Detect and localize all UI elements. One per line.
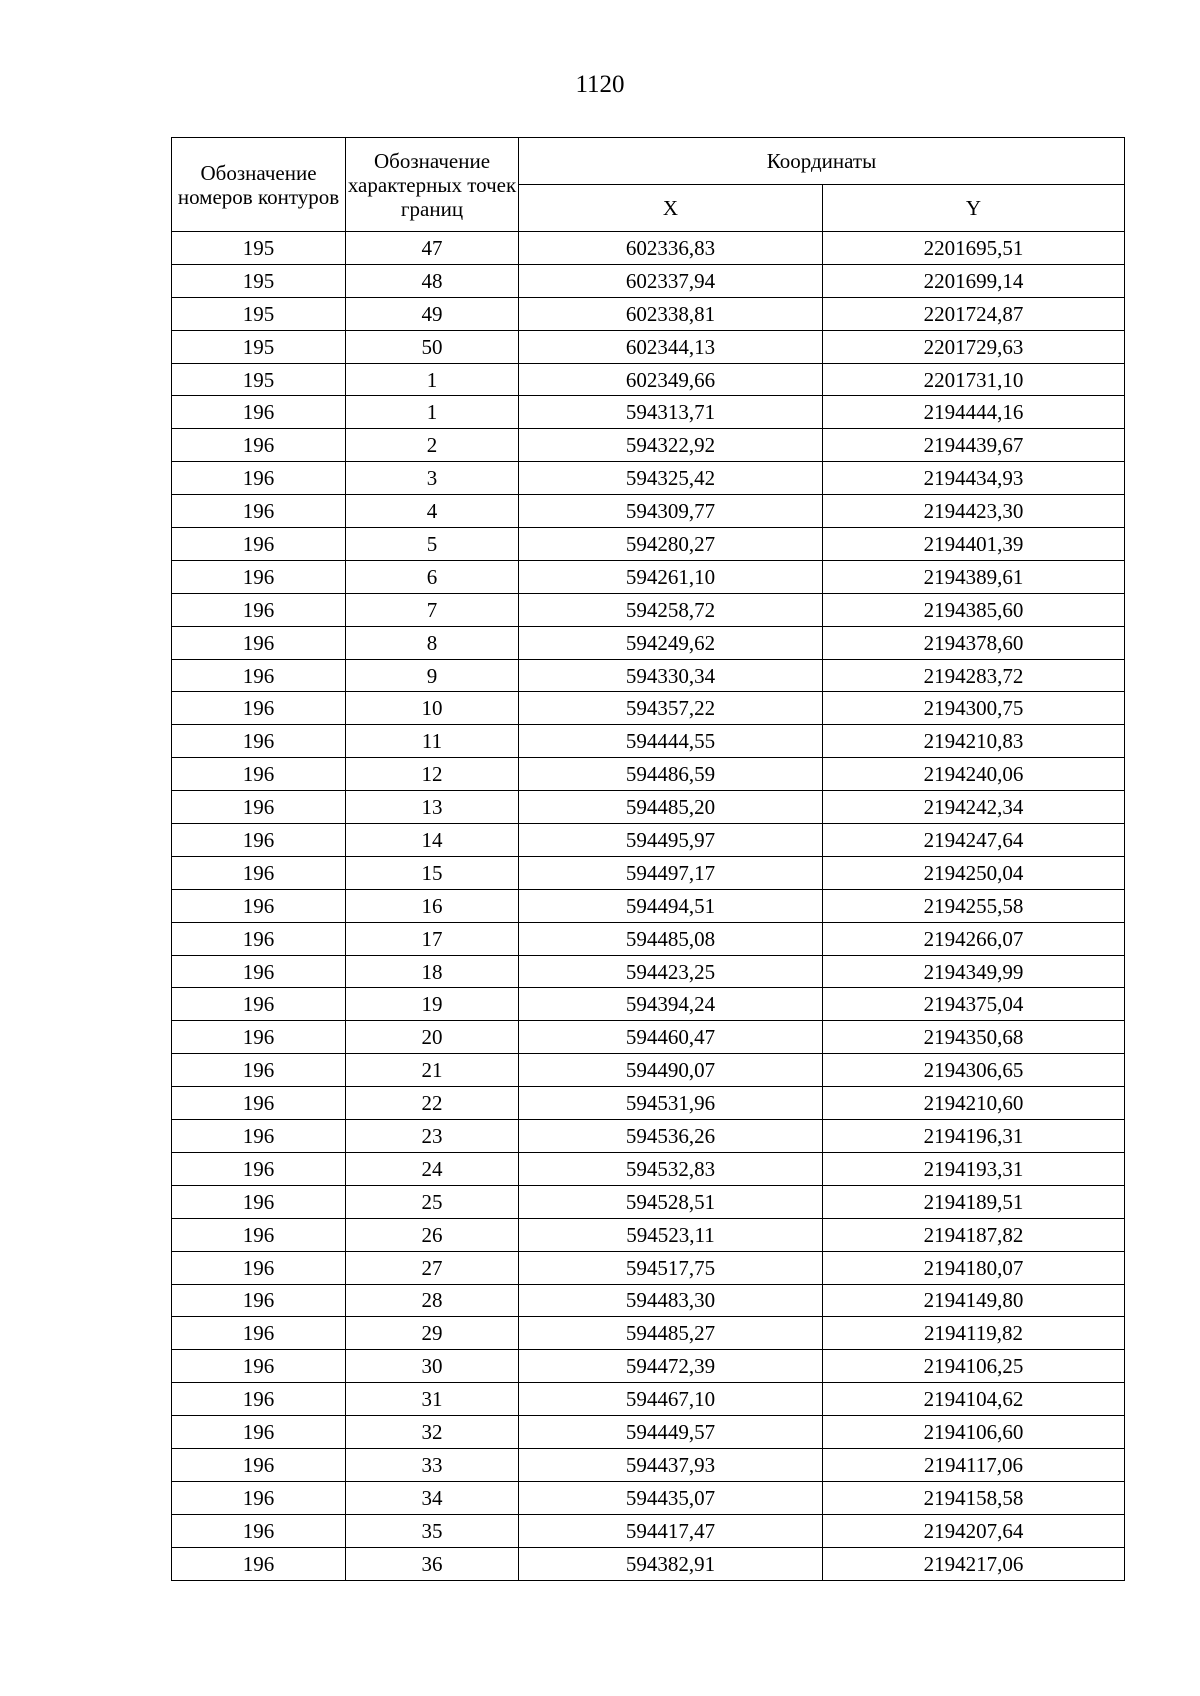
table-row <box>172 593 1125 626</box>
point-number-cell: 30 <box>346 1350 519 1383</box>
point-number-cell: 22 <box>346 1087 519 1120</box>
y-coordinate-cell: 2194423,30 <box>823 495 1125 528</box>
point-number-cell: 24 <box>346 1152 519 1185</box>
table-row <box>172 264 1125 297</box>
point-number-cell: 8 <box>346 626 519 659</box>
point-number-cell: 25 <box>346 1185 519 1218</box>
table-row <box>172 528 1125 561</box>
y-coordinate-cell: 2194187,82 <box>823 1218 1125 1251</box>
y-coordinate-cell: 2201729,63 <box>823 330 1125 363</box>
point-number-cell: 14 <box>346 824 519 857</box>
y-coordinate-cell: 2194349,99 <box>823 955 1125 988</box>
x-coordinate-cell: 594495,97 <box>519 824 823 857</box>
table-row <box>172 232 1125 265</box>
table-row <box>172 330 1125 363</box>
contour-number-cell: 196 <box>172 1448 346 1481</box>
x-coordinate-cell: 602344,13 <box>519 330 823 363</box>
contour-number-cell: 195 <box>172 363 346 396</box>
table-row <box>172 725 1125 758</box>
y-coordinate-cell: 2194217,06 <box>823 1547 1125 1580</box>
x-coordinate-cell: 594467,10 <box>519 1383 823 1416</box>
y-coordinate-cell: 2194104,62 <box>823 1383 1125 1416</box>
point-number-cell: 1 <box>346 396 519 429</box>
table-row <box>172 1152 1125 1185</box>
contour-number-cell: 196 <box>172 856 346 889</box>
point-number-cell: 20 <box>346 1021 519 1054</box>
contour-number-cell: 195 <box>172 264 346 297</box>
point-number-cell: 15 <box>346 856 519 889</box>
table-row <box>172 955 1125 988</box>
contour-number-cell: 196 <box>172 889 346 922</box>
header-contour-number: Обозначение номеров контуров <box>172 138 346 232</box>
y-coordinate-cell: 2194117,06 <box>823 1448 1125 1481</box>
point-number-cell: 35 <box>346 1514 519 1547</box>
point-number-cell: 7 <box>346 593 519 626</box>
contour-number-cell: 196 <box>172 1350 346 1383</box>
contour-number-cell: 196 <box>172 824 346 857</box>
x-coordinate-cell: 594249,62 <box>519 626 823 659</box>
table-row <box>172 1284 1125 1317</box>
contour-number-cell: 196 <box>172 1251 346 1284</box>
point-number-cell: 28 <box>346 1284 519 1317</box>
y-coordinate-cell: 2194207,64 <box>823 1514 1125 1547</box>
header-y: Y <box>823 185 1125 232</box>
table-row <box>172 1317 1125 1350</box>
point-number-cell: 31 <box>346 1383 519 1416</box>
point-number-cell: 33 <box>346 1448 519 1481</box>
x-coordinate-cell: 602336,83 <box>519 232 823 265</box>
table-row <box>172 363 1125 396</box>
point-number-cell: 10 <box>346 692 519 725</box>
contour-number-cell: 195 <box>172 330 346 363</box>
y-coordinate-cell: 2201724,87 <box>823 297 1125 330</box>
y-coordinate-cell: 2194306,65 <box>823 1054 1125 1087</box>
x-coordinate-cell: 594357,22 <box>519 692 823 725</box>
contour-number-cell: 196 <box>172 626 346 659</box>
y-coordinate-cell: 2194189,51 <box>823 1185 1125 1218</box>
table-row <box>172 1350 1125 1383</box>
contour-number-cell: 196 <box>172 528 346 561</box>
y-coordinate-cell: 2194378,60 <box>823 626 1125 659</box>
y-coordinate-cell: 2201731,10 <box>823 363 1125 396</box>
y-coordinate-cell: 2194158,58 <box>823 1481 1125 1514</box>
contour-number-cell: 196 <box>172 1152 346 1185</box>
header-x: X <box>519 185 823 232</box>
x-coordinate-cell: 594460,47 <box>519 1021 823 1054</box>
x-coordinate-cell: 594523,11 <box>519 1218 823 1251</box>
x-coordinate-cell: 594309,77 <box>519 495 823 528</box>
x-coordinate-cell: 602337,94 <box>519 264 823 297</box>
x-coordinate-cell: 594528,51 <box>519 1185 823 1218</box>
x-coordinate-cell: 594325,42 <box>519 462 823 495</box>
x-coordinate-cell: 594485,27 <box>519 1317 823 1350</box>
contour-number-cell: 196 <box>172 1185 346 1218</box>
table-row <box>172 1416 1125 1449</box>
point-number-cell: 4 <box>346 495 519 528</box>
contour-number-cell: 196 <box>172 1087 346 1120</box>
table-row <box>172 988 1125 1021</box>
y-coordinate-cell: 2201695,51 <box>823 232 1125 265</box>
y-coordinate-cell: 2194240,06 <box>823 758 1125 791</box>
table-row <box>172 495 1125 528</box>
page-number: 1120 <box>575 71 625 98</box>
header-coordinates: Координаты <box>519 138 1125 185</box>
table-row <box>172 1251 1125 1284</box>
table-row <box>172 824 1125 857</box>
x-coordinate-cell: 594483,30 <box>519 1284 823 1317</box>
y-coordinate-cell: 2194149,80 <box>823 1284 1125 1317</box>
y-coordinate-cell: 2194283,72 <box>823 659 1125 692</box>
x-coordinate-cell: 594423,25 <box>519 955 823 988</box>
y-coordinate-cell: 2194250,04 <box>823 856 1125 889</box>
point-number-cell: 29 <box>346 1317 519 1350</box>
contour-number-cell: 196 <box>172 1416 346 1449</box>
x-coordinate-cell: 594472,39 <box>519 1350 823 1383</box>
contour-number-cell: 196 <box>172 955 346 988</box>
table-row <box>172 1547 1125 1580</box>
x-coordinate-cell: 594449,57 <box>519 1416 823 1449</box>
x-coordinate-cell: 594490,07 <box>519 1054 823 1087</box>
table-row <box>172 1054 1125 1087</box>
point-number-cell: 6 <box>346 560 519 593</box>
table-row <box>172 922 1125 955</box>
point-number-cell: 36 <box>346 1547 519 1580</box>
point-number-cell: 18 <box>346 955 519 988</box>
y-coordinate-cell: 2194180,07 <box>823 1251 1125 1284</box>
x-coordinate-cell: 594517,75 <box>519 1251 823 1284</box>
x-coordinate-cell: 594261,10 <box>519 560 823 593</box>
x-coordinate-cell: 594444,55 <box>519 725 823 758</box>
table-row <box>172 856 1125 889</box>
table-row <box>172 1120 1125 1153</box>
contour-number-cell: 196 <box>172 1317 346 1350</box>
contour-number-cell: 196 <box>172 462 346 495</box>
y-coordinate-cell: 2194389,61 <box>823 560 1125 593</box>
y-coordinate-cell: 2194119,82 <box>823 1317 1125 1350</box>
y-coordinate-cell: 2194300,75 <box>823 692 1125 725</box>
x-coordinate-cell: 594435,07 <box>519 1481 823 1514</box>
point-number-cell: 12 <box>346 758 519 791</box>
table-row <box>172 297 1125 330</box>
contour-number-cell: 196 <box>172 1383 346 1416</box>
contour-number-cell: 195 <box>172 297 346 330</box>
y-coordinate-cell: 2194255,58 <box>823 889 1125 922</box>
point-number-cell: 47 <box>346 232 519 265</box>
x-coordinate-cell: 594494,51 <box>519 889 823 922</box>
contour-number-cell: 196 <box>172 1021 346 1054</box>
y-coordinate-cell: 2194210,60 <box>823 1087 1125 1120</box>
y-coordinate-cell: 2194196,31 <box>823 1120 1125 1153</box>
coordinates-table <box>171 137 1125 1581</box>
header-boundary-point: Обозначение характерных точек границ <box>346 138 519 232</box>
x-coordinate-cell: 594382,91 <box>519 1547 823 1580</box>
table-row <box>172 1021 1125 1054</box>
contour-number-cell: 196 <box>172 1054 346 1087</box>
point-number-cell: 34 <box>346 1481 519 1514</box>
x-coordinate-cell: 594280,27 <box>519 528 823 561</box>
contour-number-cell: 196 <box>172 429 346 462</box>
y-coordinate-cell: 2201699,14 <box>823 264 1125 297</box>
y-coordinate-cell: 2194193,31 <box>823 1152 1125 1185</box>
table-row <box>172 396 1125 429</box>
table-row <box>172 560 1125 593</box>
x-coordinate-cell: 602349,66 <box>519 363 823 396</box>
x-coordinate-cell: 594485,08 <box>519 922 823 955</box>
contour-number-cell: 196 <box>172 1514 346 1547</box>
contour-number-cell: 196 <box>172 1284 346 1317</box>
x-coordinate-cell: 594536,26 <box>519 1120 823 1153</box>
x-coordinate-cell: 594486,59 <box>519 758 823 791</box>
y-coordinate-cell: 2194210,83 <box>823 725 1125 758</box>
y-coordinate-cell: 2194247,64 <box>823 824 1125 857</box>
x-coordinate-cell: 594322,92 <box>519 429 823 462</box>
point-number-cell: 9 <box>346 659 519 692</box>
point-number-cell: 50 <box>346 330 519 363</box>
y-coordinate-cell: 2194385,60 <box>823 593 1125 626</box>
y-coordinate-cell: 2194439,67 <box>823 429 1125 462</box>
table-row <box>172 1087 1125 1120</box>
y-coordinate-cell: 2194350,68 <box>823 1021 1125 1054</box>
x-coordinate-cell: 594485,20 <box>519 791 823 824</box>
table-row <box>172 1514 1125 1547</box>
contour-number-cell: 196 <box>172 922 346 955</box>
point-number-cell: 49 <box>346 297 519 330</box>
y-coordinate-cell: 2194106,25 <box>823 1350 1125 1383</box>
contour-number-cell: 196 <box>172 1547 346 1580</box>
contour-number-cell: 196 <box>172 725 346 758</box>
contour-number-cell: 196 <box>172 692 346 725</box>
point-number-cell: 16 <box>346 889 519 922</box>
point-number-cell: 2 <box>346 429 519 462</box>
contour-number-cell: 196 <box>172 593 346 626</box>
y-coordinate-cell: 2194375,04 <box>823 988 1125 1021</box>
table-row <box>172 758 1125 791</box>
x-coordinate-cell: 602338,81 <box>519 297 823 330</box>
table-body <box>172 232 1125 1581</box>
table-header <box>172 138 1125 232</box>
x-coordinate-cell: 594330,34 <box>519 659 823 692</box>
table-row <box>172 692 1125 725</box>
y-coordinate-cell: 2194106,60 <box>823 1416 1125 1449</box>
table-row <box>172 791 1125 824</box>
point-number-cell: 23 <box>346 1120 519 1153</box>
x-coordinate-cell: 594258,72 <box>519 593 823 626</box>
point-number-cell: 32 <box>346 1416 519 1449</box>
point-number-cell: 26 <box>346 1218 519 1251</box>
contour-number-cell: 196 <box>172 1120 346 1153</box>
table-row <box>172 626 1125 659</box>
x-coordinate-cell: 594313,71 <box>519 396 823 429</box>
contour-number-cell: 196 <box>172 988 346 1021</box>
y-coordinate-cell: 2194434,93 <box>823 462 1125 495</box>
point-number-cell: 13 <box>346 791 519 824</box>
table-row <box>172 1185 1125 1218</box>
x-coordinate-cell: 594532,83 <box>519 1152 823 1185</box>
table-row <box>172 1218 1125 1251</box>
table-row <box>172 1481 1125 1514</box>
x-coordinate-cell: 594531,96 <box>519 1087 823 1120</box>
contour-number-cell: 196 <box>172 758 346 791</box>
y-coordinate-cell: 2194242,34 <box>823 791 1125 824</box>
table-row <box>172 889 1125 922</box>
contour-number-cell: 196 <box>172 495 346 528</box>
x-coordinate-cell: 594417,47 <box>519 1514 823 1547</box>
y-coordinate-cell: 2194266,07 <box>823 922 1125 955</box>
point-number-cell: 5 <box>346 528 519 561</box>
table-row <box>172 659 1125 692</box>
point-number-cell: 3 <box>346 462 519 495</box>
x-coordinate-cell: 594394,24 <box>519 988 823 1021</box>
contour-number-cell: 196 <box>172 659 346 692</box>
table-row <box>172 1448 1125 1481</box>
table-row <box>172 462 1125 495</box>
x-coordinate-cell: 594437,93 <box>519 1448 823 1481</box>
table-row <box>172 1383 1125 1416</box>
contour-number-cell: 196 <box>172 1481 346 1514</box>
y-coordinate-cell: 2194444,16 <box>823 396 1125 429</box>
table-row <box>172 429 1125 462</box>
point-number-cell: 48 <box>346 264 519 297</box>
contour-number-cell: 195 <box>172 232 346 265</box>
point-number-cell: 1 <box>346 363 519 396</box>
contour-number-cell: 196 <box>172 396 346 429</box>
point-number-cell: 17 <box>346 922 519 955</box>
x-coordinate-cell: 594497,17 <box>519 856 823 889</box>
y-coordinate-cell: 2194401,39 <box>823 528 1125 561</box>
contour-number-cell: 196 <box>172 791 346 824</box>
contour-number-cell: 196 <box>172 560 346 593</box>
point-number-cell: 21 <box>346 1054 519 1087</box>
point-number-cell: 27 <box>346 1251 519 1284</box>
contour-number-cell: 196 <box>172 1218 346 1251</box>
point-number-cell: 19 <box>346 988 519 1021</box>
point-number-cell: 11 <box>346 725 519 758</box>
